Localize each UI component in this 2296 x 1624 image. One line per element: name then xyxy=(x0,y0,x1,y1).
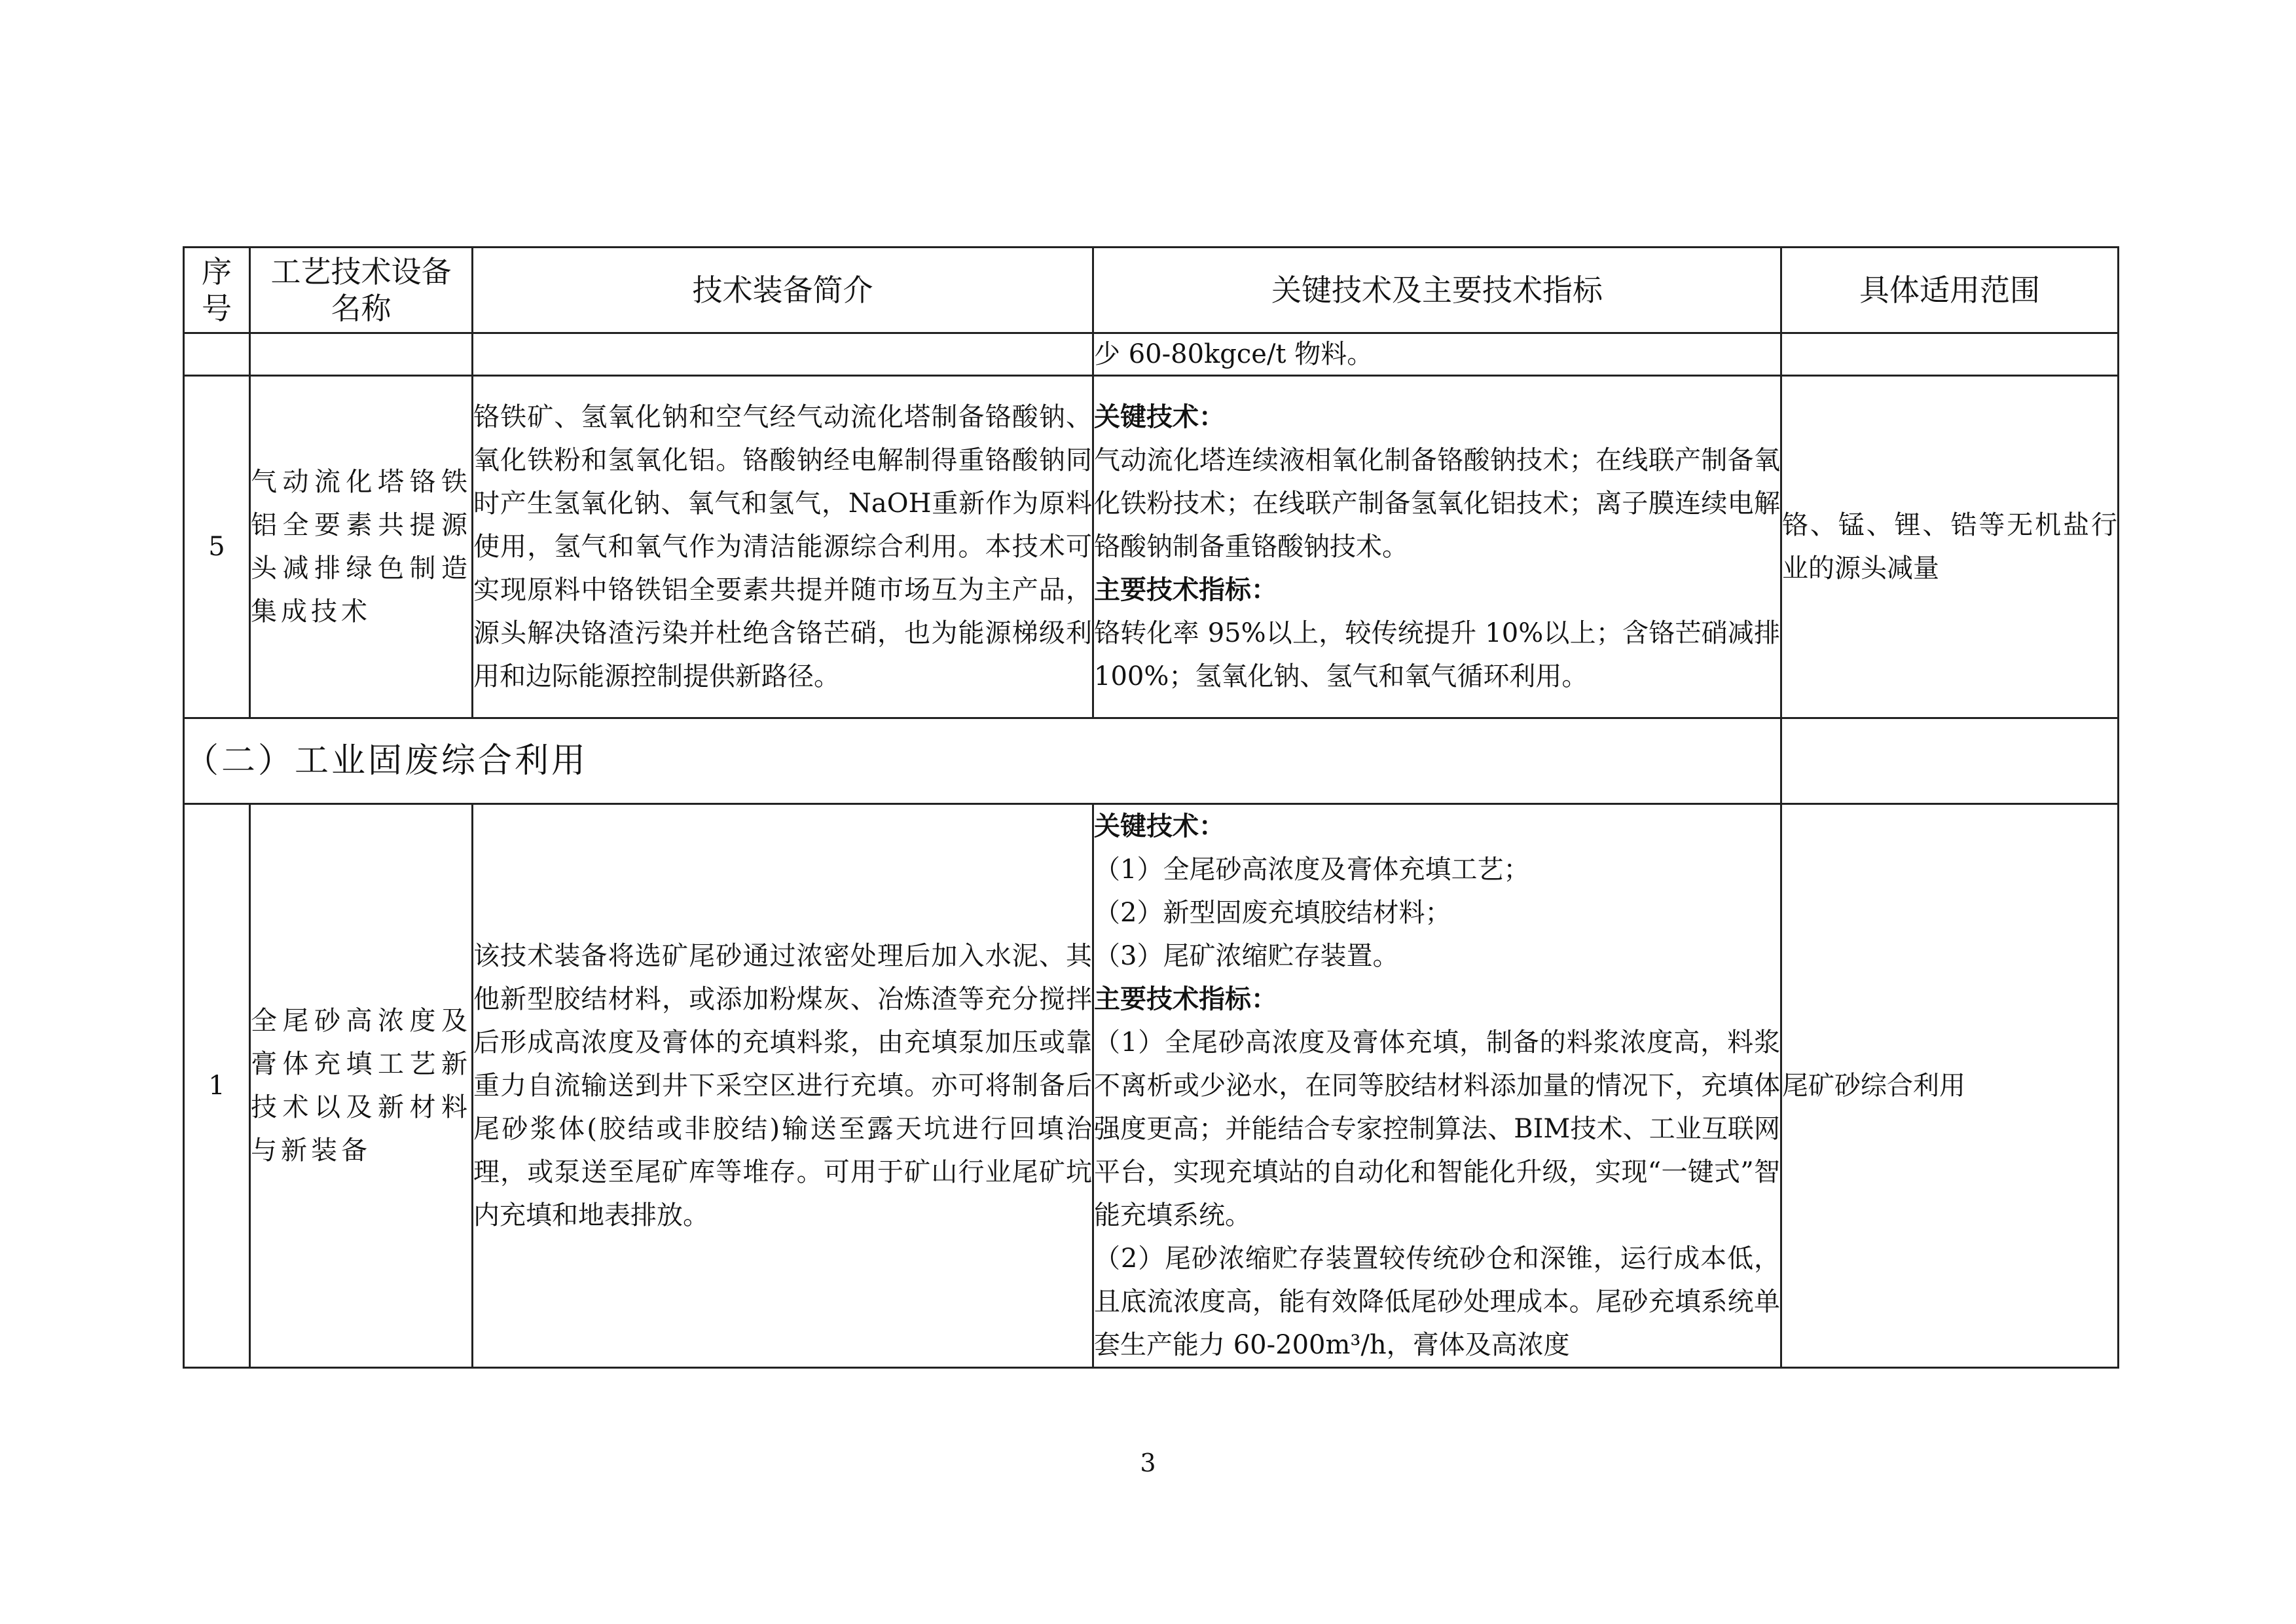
continuation-seq-cell xyxy=(184,333,250,376)
key-tech-item: （2）新型固废充填胶结材料； xyxy=(1094,898,1451,928)
header-scope: 具体适用范围 xyxy=(1781,248,2119,333)
header-intro: 技术装备简介 xyxy=(473,248,1093,333)
row-key-tech xyxy=(1093,376,1781,718)
table-row xyxy=(184,804,2119,1368)
row-scope: 尾矿砂综合利用 xyxy=(1781,804,2119,1368)
continuation-name-cell xyxy=(250,333,473,376)
key-tech-item: （1）全尾砂高浓度及膏体充填工艺； xyxy=(1094,855,1530,885)
page-number: 3 xyxy=(1140,1449,1156,1477)
header-row xyxy=(184,248,2119,333)
continuation-row xyxy=(184,333,2119,376)
row-tech-name: 全尾砂高浓度及膏体充填工艺新技术以及新材料与新装备 xyxy=(250,804,473,1368)
row-tech-name: 气动流化塔铬铁铝全要素共提源头减排绿色制造集成技术 xyxy=(250,376,473,718)
continuation-scope-cell xyxy=(1781,333,2119,376)
section-row xyxy=(184,718,2119,804)
technology-table xyxy=(183,246,2119,1369)
section-title: （二）工业固废综合利用 xyxy=(184,718,1781,804)
key-tech-label: 关键技术： xyxy=(1094,401,1225,432)
indicator-text: 铬转化率 95%以上，较传统提升 10%以上；含铬芒硝减排 100%；氢氧化钠、氢气和氧气循环利用。 xyxy=(1094,618,1780,692)
indicator-item: （2）尾砂浓缩贮存装置较传统砂仓和深锥，运行成本低，且底流浓度高，能有效降低尾砂处理成本。尾砂充填系统单套生产能力 60-200m³/h，膏体及高浓度 xyxy=(1094,1244,1780,1360)
indicator-label: 主要技术指标： xyxy=(1094,574,1277,605)
indicator-item: （1）全尾砂高浓度及膏体充填，制备的料浆浓度高，料浆不离析或少泌水，在同等胶结材料添加量的情况下，充填体强度更高；并能结合专家控制算法、BIM技术、工业互联网平台，实现充填站的自动化和智能化升级，实现“一键式”智能充填系统。 xyxy=(1094,1027,1780,1230)
row-intro: 铬铁矿、氢氧化钠和空气经气动流化塔制备铬酸钠、氧化铁粉和氢氧化铝。铬酸钠经电解制得重铬酸钠同时产生氢氧化钠、氧气和氢气，NaOH重新作为原料使用，氢气和氧气作为清洁能源综合利用。本技术可实现原料中铬铁铝全要素共提并随市场互为主产品，源头解决铬渣污染并杜绝含铬芒硝，也为能源梯级利用和边际能源控制提供新路径。 xyxy=(473,376,1093,718)
indicator-label: 主要技术指标： xyxy=(1094,984,1277,1014)
header-seq: 序号 xyxy=(184,248,250,333)
continuation-key-text: 少 60-80kgce/t 物料。 xyxy=(1093,333,1781,376)
key-tech-text: 气动流化塔连续液相氧化制备铬酸钠技术；在线联产制备氧化铁粉技术；在线联产制备氢氧化铝技术；离子膜连续电解铬酸钠制备重铬酸钠技术。 xyxy=(1094,445,1780,562)
row-key-tech xyxy=(1093,804,1781,1368)
continuation-intro-cell xyxy=(473,333,1093,376)
row-seq: 1 xyxy=(184,804,250,1368)
header-name: 工艺技术设备名称 xyxy=(250,248,473,333)
key-tech-label: 关键技术： xyxy=(1094,811,1225,841)
row-scope: 铬、锰、锂、锆等无机盐行业的源头减量 xyxy=(1781,376,2119,718)
row-intro: 该技术装备将选矿尾砂通过浓密处理后加入水泥、其他新型胶结材料，或添加粉煤灰、冶炼渣等充分搅拌后形成高浓度及膏体的充填料浆，由充填泵加压或靠重力自流输送到井下采空区进行充填。亦可将制备后尾砂浆体(胶结或非胶结)输送至露天坑进行回填治理，或泵送至尾矿库等堆存。可用于矿山行业尾矿坑内充填和地表排放。 xyxy=(473,804,1093,1368)
row-seq: 5 xyxy=(184,376,250,718)
section-scope-cell xyxy=(1781,718,2119,804)
table-row xyxy=(184,376,2119,718)
header-key-tech: 关键技术及主要技术指标 xyxy=(1093,248,1781,333)
key-tech-item: （3）尾矿浓缩贮存装置。 xyxy=(1094,941,1399,971)
